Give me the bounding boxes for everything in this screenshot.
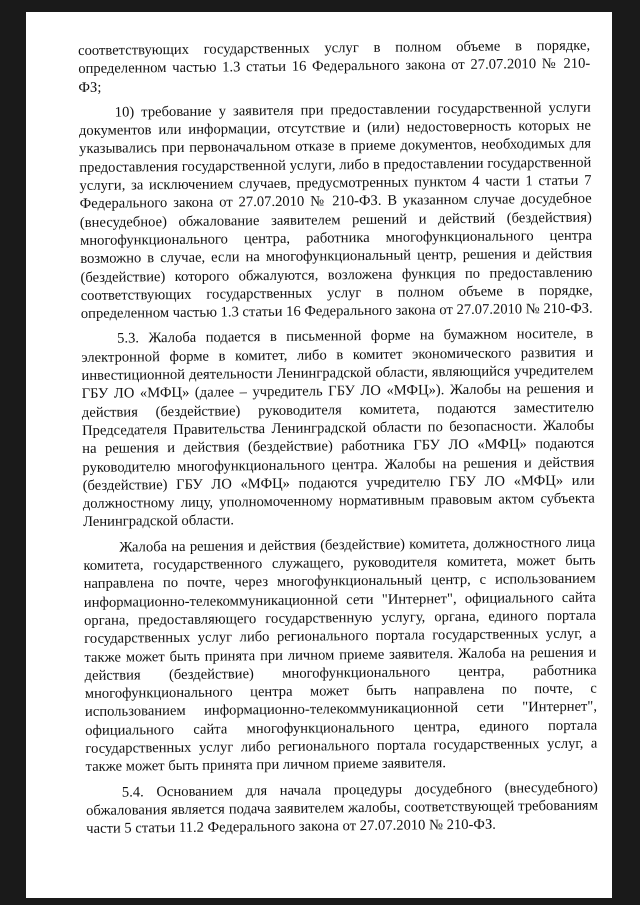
- paragraph-item-10: 10) требование у заявителя при предоставлении государственной услуги документов или информации, отсутствие и (или) недостоверность которых не указывались при первоначальном отказе в приеме документов, необходимых для предоставления государственной услуги, либо в предоставлении государственной услуги, за исключением случаев, предусмотренных пунктом 4 части 1 статьи 7 Федерального закона от 27.07.2010 № 210-ФЗ. В указанном случае досудебное (внесудебное) обжалование заявителем решений и действий (бездействия) многофункционального центра, работника многофункционального центра возможно в случае, если на многофункциональный центр, решения и действия (бездействие) которого обжалуются, возложена функция по предоставлению соответствующих государственных услуг в полном объеме в порядке, определенном частью 1.3 статьи 16 Федерального закона от 27.07.2010 № 210-ФЗ.: [78, 99, 593, 323]
- paragraph-continuation: соответствующих государственных услуг в полном объеме в порядке, определенном частью 1.3 статьи 16 Федерального закона от 27.07.2010 № 210-ФЗ;: [78, 37, 591, 96]
- paragraph-5-4: 5.4. Основанием для начала процедуры досудебного (внесудебного) обжалования является подача заявителем жалобы, соответствующей требованиям части 5 статьи 11.2 Федерального закона от 27.07.2010 № 210-ФЗ.: [85, 779, 599, 838]
- paragraph-5-3: 5.3. Жалоба подается в письменной форме на бумажном носителе, в электронной форме в комитет, либо в комитет экономического развития и инвестиционной деятельности Ленинградской области, являющийся учредителем ГБУ ЛО «МФЦ» (далее – учредитель ГБУ ЛО «МФЦ»). Жалобы на решения и действия (бездействие) руководителя комитета, подаются заместителю Председателя Правительства Ленинградской области по безопасности. Жалобы на решения и действия (бездействие) работника ГБУ ЛО «МФЦ» подаются руководителю многофункционального центра. Жалобы на решения и действия (бездействие) ГБУ ЛО «МФЦ» подаются учредителю ГБУ ЛО «МФЦ» или должностному лицу, уполномоченному нормативным правовым актом субъекта Ленинградской области.: [81, 326, 595, 531]
- document-text: [78, 37, 598, 839]
- document-page: [26, 12, 612, 898]
- paragraph-complaint-channels: Жалоба на решения и действия (бездействие) комитета, должностного лица комитета, государственного служащего, руководителя комитета, может быть направлена по почте, через многофункциональный центр, с использованием информационно-телекоммуникационной сети "Интернет", официального сайта органа, предоставляющего государственную услугу, органа, единого портала государственных услуг либо регионального портала государственных услуг, а также может быть принята при личном приеме заявителя. Жалоба на решения и действия (бездействие) многофункционального центра, работника многофункционального центра может быть направлена по почте, с использованием информационно-телекоммуникационной сети "Интернет", официального сайта многофункционального центра, единого портала государственных услуг либо регионального портала государственных услуг, а также может быть принята при личном приеме заявителя.: [83, 534, 598, 776]
